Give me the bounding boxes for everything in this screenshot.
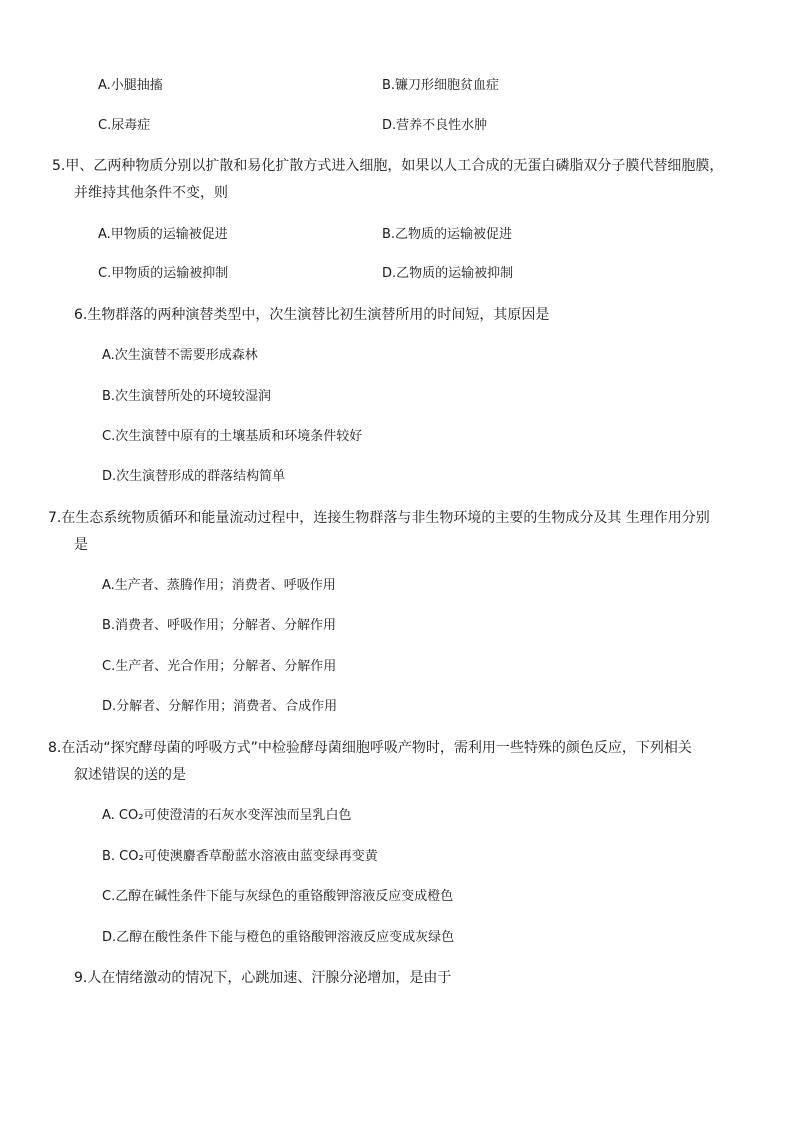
q4-option-c: C.尿毒症 bbox=[98, 118, 151, 133]
q5-stem-line1: 5.甲、乙两种物质分别以扩散和易化扩散方式进入细胞，如果以人工合成的无蛋白磷脂双分子膜代替细胞膜， bbox=[52, 158, 724, 174]
q7-option-b: B.消费者、呼吸作用；分解者、分解作用 bbox=[102, 618, 337, 633]
q8-stem-line1: 8.在活动“探究酵母菌的呼吸方式”中检验酵母菌细胞呼吸产物时，需利用一些特殊的颜色反应，下列相关 bbox=[48, 740, 692, 756]
q5-option-a: A.甲物质的运输被促进 bbox=[98, 227, 228, 242]
q8-stem-line2: 叙述错误的送的是 bbox=[74, 767, 186, 783]
q6-option-c: C.次生演替中原有的土壤基质和环境条件较好 bbox=[102, 429, 363, 444]
q8-option-b: B. CO₂可使澳麝香草酚蓝水溶液由蓝变绿再变黄 bbox=[102, 849, 378, 864]
q7-stem-line1: 7.在生态系统物质循环和能量流动过程中，连接生物群落与非生物环境的主要的生物成分及其 生理作用分别 bbox=[48, 510, 710, 526]
q7-option-d: D.分解者、分解作用；消费者、合成作用 bbox=[102, 699, 338, 714]
q9-stem: 9.人在情绪激动的情况下，心跳加速、汗腺分泌增加，是由于 bbox=[74, 970, 452, 986]
q4-option-d: D.营养不良性水肿 bbox=[382, 118, 488, 133]
q4-option-b: B.镰刀形细胞贫血症 bbox=[382, 78, 500, 93]
q8-option-a: A. CO₂可使澄清的石灰水变浑浊而呈乳白色 bbox=[102, 808, 352, 823]
q6-stem: 6.生物群落的两种演替类型中，次生演替比初生演替所用的时间短，其原因是 bbox=[74, 307, 550, 323]
q5-option-b: B.乙物质的运输被促进 bbox=[382, 227, 513, 242]
q7-option-c: C.生产者、光合作用；分解者、分解作用 bbox=[102, 659, 337, 674]
q5-option-d: D.乙物质的运输被抑制 bbox=[382, 266, 514, 281]
q6-option-a: A.次生演替不需要形成森林 bbox=[102, 348, 258, 363]
q4-option-a: A.小腿抽搐 bbox=[98, 78, 163, 93]
q8-option-c: C.乙醇在碱性条件下能与灰绿色的重铬酸钾溶液反应变成橙色 bbox=[102, 889, 454, 904]
q5-stem-line2: 并维持其他条件不变，则 bbox=[74, 185, 228, 201]
q5-option-c: C.甲物质的运输被抑制 bbox=[98, 266, 229, 281]
q6-option-d: D.次生演替形成的群落结构简单 bbox=[102, 469, 286, 484]
q7-option-a: A.生产者、蒸腾作用；消费者、呼吸作用 bbox=[102, 578, 336, 593]
q8-option-d: D.乙醇在酸性条件下能与橙色的重铬酸钾溶液反应变成灰绿色 bbox=[102, 930, 455, 945]
q7-stem-line2: 是 bbox=[74, 537, 88, 553]
q6-option-b: B.次生演替所处的环境较湿润 bbox=[102, 389, 272, 404]
